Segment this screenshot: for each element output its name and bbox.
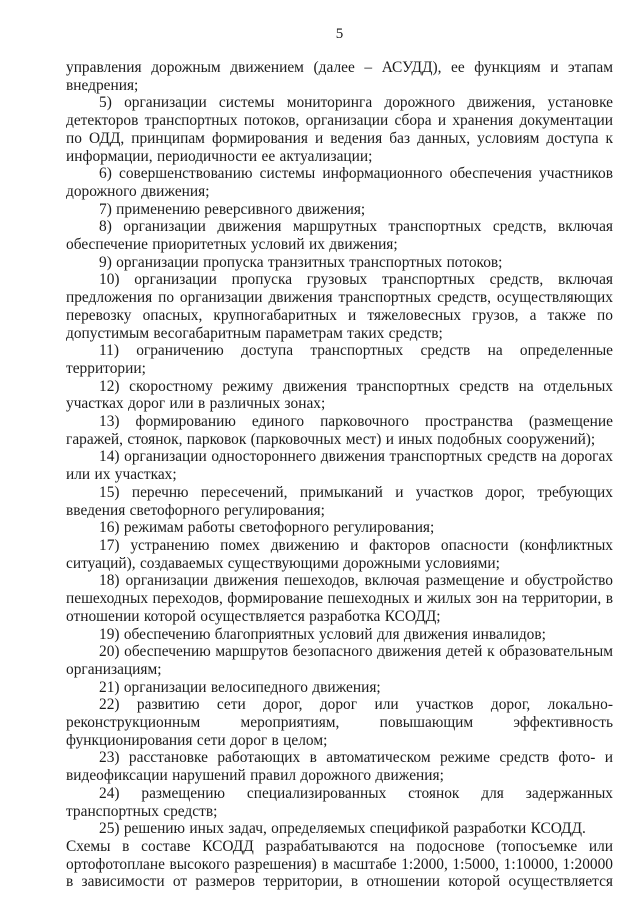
paragraph: 9) организации пропуска транзитных транспортных потоков; <box>99 253 503 271</box>
paragraph: 23) расстановке работающих в автоматическом режиме средств фото- и видеофиксации нарушений правил дорожного движения; <box>66 749 613 785</box>
paragraph: 25) решению иных задач, определяемых спецификой разработки КСОДД. <box>99 820 586 838</box>
paragraph: 20) обеспечению маршрутов безопасного движения детей к образовательным организациям; <box>66 643 613 678</box>
page-number: 5 <box>335 26 344 42</box>
paragraph: 7) применению реверсивного движения; <box>99 200 366 218</box>
paragraph: управления дорожным движением (далее – АСУДД), ее функциям и этапам внедрения; <box>66 59 613 94</box>
paragraph: Схемы в составе КСОДД разрабатываются на подоснове (топосъемке или ортофотоплане высокого разрешения) в масштабе 1:2000, 1:5000, 1:10000, 1:20000 в зависимости от размеров территории, в отношении которой осуществляется <box>66 837 613 891</box>
paragraph: 22) развитию сети дорог, дорог или участков дорог, локально-реконструкционным мероприятиям, повышающим эффективность функционирования сети дорог в целом; <box>66 696 613 749</box>
paragraph: 11) ограничению доступа транспортных средств на определенные территории; <box>66 342 613 377</box>
paragraph: 18) организации движения пешеходов, включая размещение и обустройство пешеходных переходов, формирование пешеходных и жилых зон на территории, в отношении которой осуществляется разработка КСОДД; <box>66 572 613 625</box>
paragraph: 14) организации одностороннего движения транспортных средств на дорогах или их участках; <box>66 448 613 484</box>
paragraph: 21) организации велосипедного движения; <box>99 678 381 696</box>
document-body <box>66 59 613 891</box>
paragraph: 6) совершенствованию системы информационного обеспечения участников дорожного движения; <box>66 165 613 200</box>
paragraph: 12) скоростному режиму движения транспортных средств на отдельных участках дорог или в различных зонах; <box>66 377 613 413</box>
paragraph: 19) обеспечению благоприятных условий для движения инвалидов; <box>99 625 546 643</box>
paragraph: 24) размещению специализированных стоянок для задержанных транспортных средств; <box>66 784 613 820</box>
paragraph: 5) организации системы мониторинга дорожного движения, установке детекторов транспортных потоков, организации сбора и хранения документации по ОДД, принципам формирования и ведения баз данных, условиям доступа к информации, периодичности ее актуализации; <box>66 94 613 165</box>
paragraph: 8) организации движения маршрутных транспортных средств, включая обеспечение приоритетных условий их движения; <box>66 218 613 254</box>
paragraph: 15) перечню пересечений, примыканий и участков дорог, требующих введения светофорного регулирования; <box>66 483 613 519</box>
paragraph: 13) формированию единого парковочного пространства (размещение гаражей, стоянок, парковок (парковочных мест) и иных подобных сооружений); <box>66 413 613 448</box>
paragraph: 17) устранению помех движению и факторов опасности (конфликтных ситуаций), создаваемых существующими дорожными условиями; <box>66 536 613 572</box>
paragraph: 16) режимам работы светофорного регулирования; <box>99 519 435 537</box>
paragraph: 10) организации пропуска грузовых транспортных средств, включая предложения по организации движения транспортных средств, осуществляющих перевозку опасных, крупногабаритных и тяжеловесных грузов, а также по допустимым весогабаритным параметрам таких средств; <box>66 271 613 342</box>
